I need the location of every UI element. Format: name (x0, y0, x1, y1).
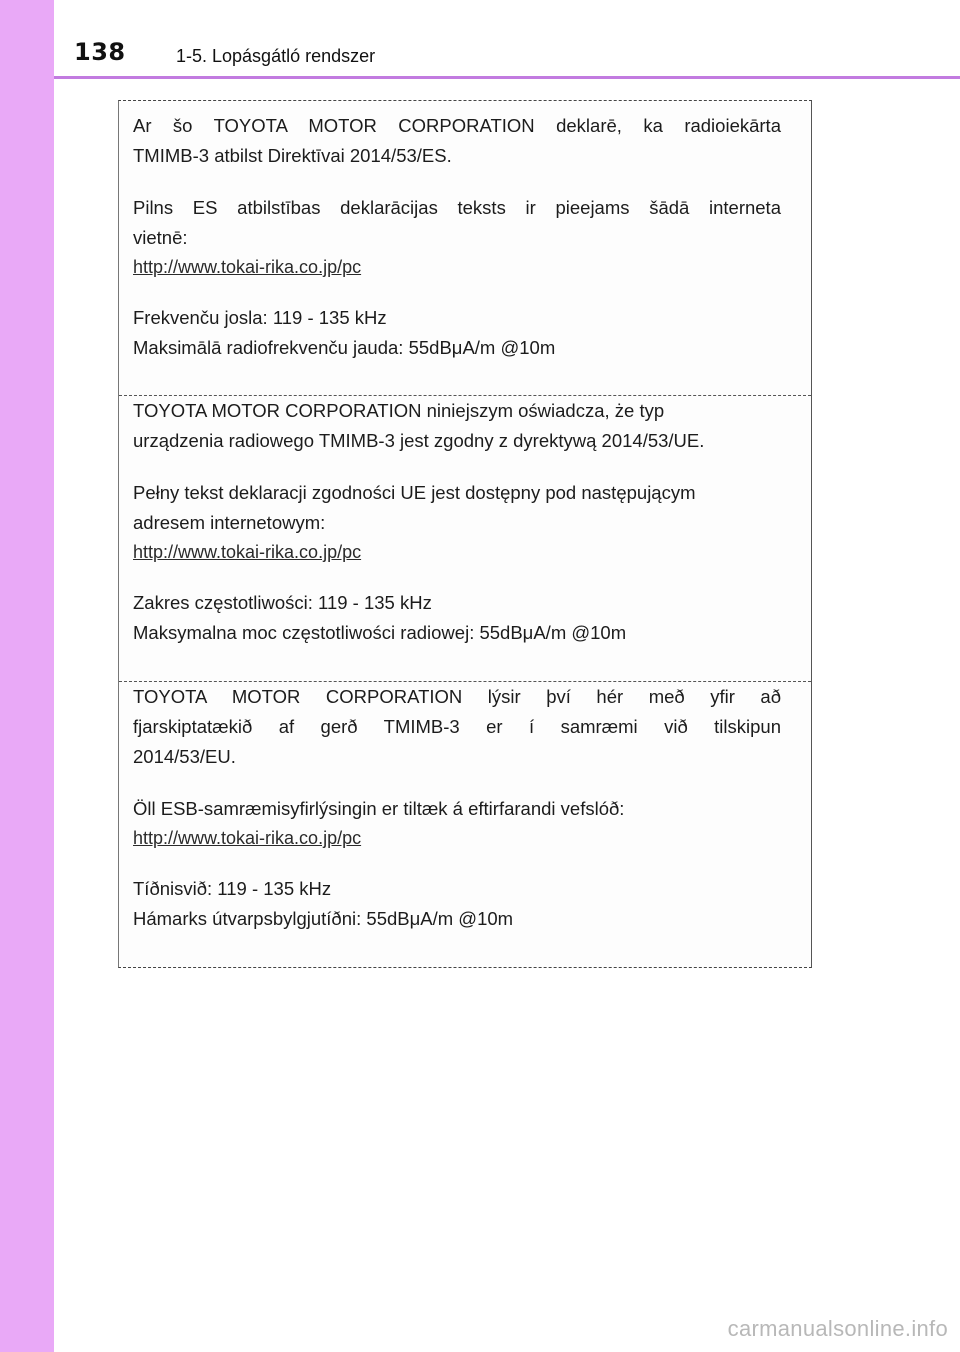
declaration-text-line: Öll ESB-samræmisyfirlýsingin er tiltæk á eftirfarandi vefslóð: (133, 798, 625, 819)
declaration-latvian (119, 111, 811, 391)
watermark: carmanualsonline.info (727, 1316, 948, 1341)
declaration-icelandic (119, 681, 811, 967)
declaration-text-line: Pełny tekst deklaracji zgodności UE jest dostępny pod następującym (133, 482, 696, 503)
declaration-url-link[interactable]: http://www.tokai-rika.co.jp/pc (133, 828, 362, 848)
declaration-text-line: vietnē: (133, 227, 188, 248)
header-rule (54, 76, 960, 79)
frequency-band: Frekvenču josla: 119 - 135 kHz (133, 307, 387, 328)
section-title: 1-5. Lopásgátló rendszer (176, 46, 376, 66)
declaration-text-line: TOYOTA MOTOR CORPORATION lýsir því hér með yfir að (133, 686, 781, 707)
declaration-text-line: Ar šo TOYOTA MOTOR CORPORATION deklarē, ka radioiekārta (133, 115, 781, 136)
page-number: 138 (74, 38, 126, 66)
max-power: Hámarks útvarpsbylgjutíðni: 55dBμA/m @10m (133, 908, 514, 929)
declaration-text-line: fjarskiptatækið af gerð TMIMB-3 er í samræmi við tilskipun (133, 716, 781, 737)
declaration-url-link[interactable]: http://www.tokai-rika.co.jp/pc (133, 257, 362, 277)
declaration-text-line: TMIMB-3 atbilst Direktīvai 2014/53/ES. (133, 145, 452, 166)
declaration-text-line: urządzenia radiowego TMIMB-3 jest zgodny z dyrektywą 2014/53/UE. (133, 430, 705, 451)
declaration-text-line: TOYOTA MOTOR CORPORATION niniejszym oświadcza, że typ (133, 400, 665, 421)
declaration-box (118, 100, 812, 968)
max-power: Maksimālā radiofrekvenču jauda: 55dBμA/m @10m (133, 337, 556, 358)
frequency-band: Tíðnisvið: 119 - 135 kHz (133, 878, 332, 899)
max-power: Maksymalna moc częstotliwości radiowej: 55dBμA/m @10m (133, 622, 627, 643)
declaration-text-line: adresem internetowym: (133, 512, 326, 533)
declaration-text-line: 2014/53/EU. (133, 746, 236, 767)
declaration-polish (119, 395, 811, 681)
declaration-text-line: Pilns ES atbilstības deklarācijas teksts ir pieejams šādā interneta (133, 197, 781, 218)
declaration-url-link[interactable]: http://www.tokai-rika.co.jp/pc (133, 542, 362, 562)
side-tab (0, 0, 54, 1352)
frequency-band: Zakres częstotliwości: 119 - 135 kHz (133, 592, 432, 613)
